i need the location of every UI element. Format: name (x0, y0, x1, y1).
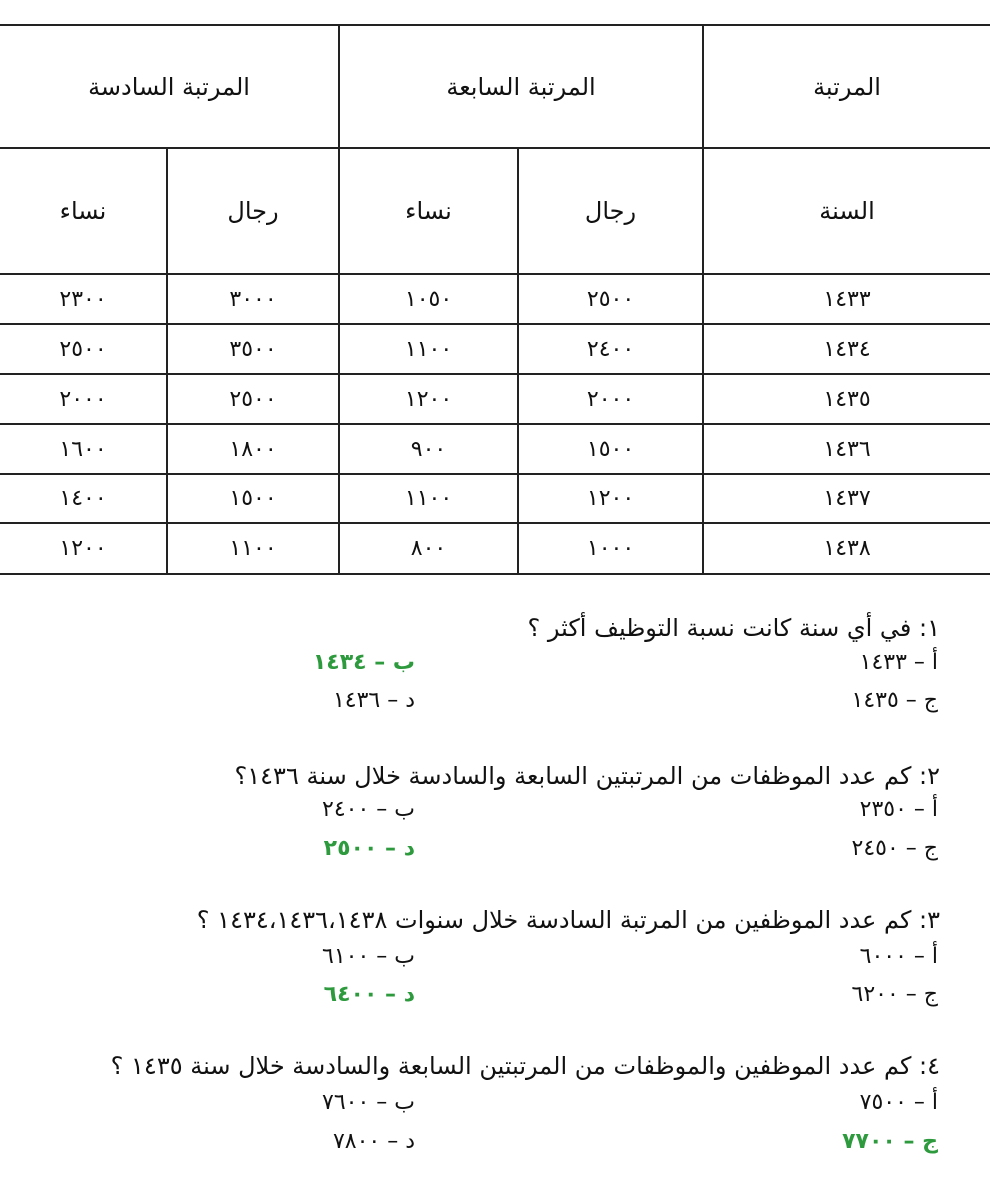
question-4-text: ٤: كم عدد الموظفين والموظفات من المرتبتين السابعة والسادسة خلال سنة ١٤٣٥ ؟ (110, 1052, 940, 1080)
header-r7-men: رجال (584, 197, 637, 225)
table-cell: ١٠٠٠ (586, 536, 635, 561)
header-rank-seventh: المرتبة السابعة (446, 72, 596, 101)
table-cell: ٨٠٠ (410, 536, 447, 561)
table-cell: ٣٥٠٠ (229, 336, 277, 362)
table-cell: ٢٣٠٠ (59, 286, 107, 312)
table-cell: ١١٠٠ (404, 336, 453, 362)
table-cell: ١٤٠٠ (59, 486, 107, 511)
table-cell: ٢٠٠٠ (59, 386, 107, 412)
question-1-text: ١: في أي سنة كانت نسبة التوظيف أكثر ؟ (527, 614, 940, 642)
header-r6-men: رجال (227, 197, 279, 225)
header-rank: المرتبة (813, 72, 881, 101)
table-cell: ٣٠٠٠ (229, 286, 277, 312)
table-cell: ٢٤٠٠ (586, 336, 635, 362)
employment-table (0, 0, 990, 580)
question-2-option-a[interactable]: أ – ٢٣٥٠ (859, 797, 938, 822)
table-cell: ١٦٠٠ (59, 436, 107, 462)
year-cell: ١٤٣٣ (823, 286, 871, 312)
question-3-option-b[interactable]: ب – ٦١٠٠ (322, 944, 415, 969)
table-cell: ٢٥٠٠ (586, 286, 635, 312)
header-year: السنة (819, 197, 875, 225)
table-cell: ٢٥٠٠ (59, 336, 107, 362)
year-cell: ١٤٣٤ (823, 336, 871, 362)
table-cell: ١٨٠٠ (229, 436, 277, 462)
year-cell: ١٤٣٦ (823, 436, 871, 462)
question-1-option-b[interactable]: ب – ١٤٣٤ (312, 650, 415, 675)
question-4-option-b[interactable]: ب – ٧٦٠٠ (322, 1090, 415, 1115)
question-2-text: ٢: كم عدد الموظفات من المرتبتين السابعة والسادسة خلال سنة ١٤٣٦؟ (234, 762, 940, 790)
question-4-option-d[interactable]: د – ٧٨٠٠ (332, 1129, 415, 1154)
question-3-text: ٣: كم عدد الموظفين من المرتبة السادسة خلال سنوات ١٤٣٤،١٤٣٦،١٤٣٨ ؟ (196, 906, 940, 934)
question-3-option-a[interactable]: أ – ٦٠٠٠ (859, 944, 938, 969)
question-3-option-c[interactable]: ج – ٦٢٠٠ (851, 982, 938, 1007)
question-1-option-c[interactable]: ج – ١٤٣٥ (851, 688, 938, 713)
year-cell: ١٤٣٥ (823, 386, 871, 412)
question-2-option-d[interactable]: د – ٢٥٠٠ (323, 836, 415, 861)
year-cell: ١٤٣٨ (823, 536, 871, 561)
question-2-option-c[interactable]: ج – ٢٤٥٠ (851, 836, 938, 861)
question-4-option-c[interactable]: ج – ٧٧٠٠ (842, 1129, 938, 1154)
table-cell: ١١٠٠ (229, 536, 277, 561)
question-4-option-a[interactable]: أ – ٧٥٠٠ (859, 1090, 938, 1115)
header-r7-women: نساء (405, 197, 452, 225)
table-cell: ١٢٠٠ (404, 386, 453, 412)
table-cell: ٢٥٠٠ (229, 386, 277, 412)
table-cell: ١٠٥٠ (404, 286, 453, 312)
table-cell: ١٥٠٠ (586, 436, 635, 462)
question-3-option-d[interactable]: د – ٦٤٠٠ (323, 982, 415, 1007)
table-cell: ٩٠٠ (410, 436, 447, 462)
header-rank-sixth: المرتبة السادسة (88, 72, 250, 101)
table-cell: ٢٠٠٠ (586, 386, 635, 412)
header-r6-women: نساء (59, 197, 107, 225)
question-2-option-b[interactable]: ب – ٢٤٠٠ (322, 797, 415, 822)
year-cell: ١٤٣٧ (823, 486, 871, 511)
table-border-bottom (0, 573, 990, 575)
question-1-option-d[interactable]: د – ١٤٣٦ (332, 688, 415, 713)
question-1-option-a[interactable]: أ – ١٤٣٣ (859, 650, 938, 675)
table-cell: ١٥٠٠ (229, 486, 277, 511)
table-cell: ١٢٠٠ (59, 536, 107, 561)
table-cell: ١٢٠٠ (586, 486, 635, 511)
table-cell: ١١٠٠ (404, 486, 453, 511)
